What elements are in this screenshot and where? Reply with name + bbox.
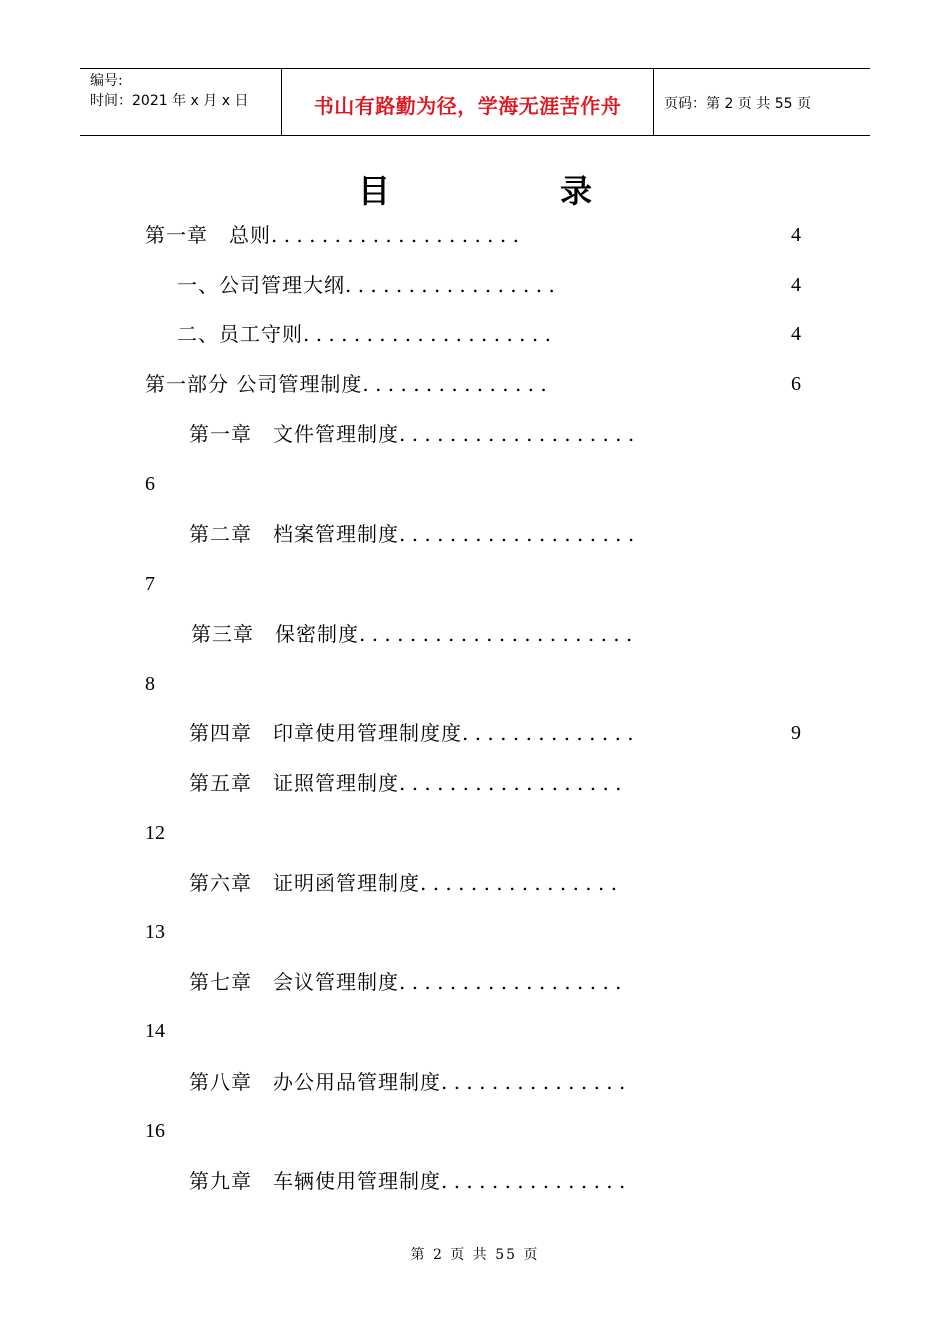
toc-entry-dots: . . . . . . . . . . . . . . . . . . . <box>399 422 635 446</box>
toc-entry-label: 第二章 档案管理制度 <box>189 522 399 546</box>
toc-entry-dots: . . . . . . . . . . . . . . . . . . <box>399 771 622 795</box>
toc-entry[interactable] <box>177 320 801 348</box>
toc-entry[interactable] <box>189 869 617 897</box>
toc-entry[interactable] <box>189 719 801 747</box>
toc-entry-label: 一、公司管理大纲 <box>177 273 345 297</box>
toc-entry-dots: . . . . . . . . . . . . . . . . . <box>345 273 555 297</box>
toc-entry-page: 6 <box>145 473 155 495</box>
toc-entry-label: 二、员工守则 <box>177 322 303 346</box>
toc-entry-page: 7 <box>145 573 155 595</box>
toc-entry[interactable] <box>189 968 622 996</box>
time-label: 时间：2021 年 x 月 x 日 <box>90 93 249 109</box>
toc-entry[interactable] <box>189 1068 625 1096</box>
toc-entry-label: 第八章 办公用品管理制度 <box>189 1070 441 1094</box>
toc-entry-page: 13 <box>145 921 165 943</box>
page-title: 目录 <box>357 172 762 210</box>
toc-entry-page: 4 <box>791 323 801 345</box>
toc-entry-label: 第一部分 公司管理制度 <box>145 372 363 396</box>
number-label: 编号: <box>90 73 123 89</box>
toc-entry-dots: . . . . . . . . . . . . . . . . . . . . <box>303 322 551 346</box>
toc-entry-dots: . . . . . . . . . . . . . . . <box>441 1169 626 1193</box>
page-header <box>80 68 870 136</box>
toc-entry-label: 第一章 总则 <box>145 223 271 247</box>
toc-entry[interactable] <box>189 420 634 448</box>
toc-entry-page: 12 <box>145 822 165 844</box>
header-motto: 书山有路勤为径，学海无涯苦作舟 <box>282 69 654 135</box>
toc-entry-page: 16 <box>145 1120 165 1142</box>
page-footer: 第 2 页 共 55 页 <box>410 1247 540 1263</box>
toc-entry-label: 第三章 保密制度 <box>191 622 359 646</box>
toc-entry[interactable] <box>189 769 622 797</box>
toc-entry-label: 第四章 印章使用管理制度度 <box>189 721 462 745</box>
toc-entry-page: 4 <box>791 274 801 296</box>
toc-entry[interactable] <box>177 271 801 299</box>
toc-entry-dots: . . . . . . . . . . . . . . . . . . . . <box>271 223 519 247</box>
toc-entry[interactable] <box>189 520 634 548</box>
toc-entry-dots: . . . . . . . . . . . . . . . . . . <box>399 970 622 994</box>
toc-entry[interactable] <box>145 221 801 249</box>
toc-entry-label: 第七章 会议管理制度 <box>189 970 399 994</box>
toc-entry-label: 第六章 证明函管理制度 <box>189 871 420 895</box>
toc-entry[interactable] <box>189 1167 625 1195</box>
header-meta <box>80 69 282 135</box>
toc-entry-page: 14 <box>145 1020 165 1042</box>
toc-entry-page: 4 <box>791 224 801 246</box>
toc-entry-label: 第一章 文件管理制度 <box>189 422 399 446</box>
toc-entry-dots: . . . . . . . . . . . . . . . . . . . . . . <box>359 622 633 646</box>
header-page-info: 页码：第 2 页 共 55 页 <box>664 96 811 112</box>
toc-entry-dots: . . . . . . . . . . . . . . . . . . . <box>399 522 635 546</box>
toc-entry-dots: . . . . . . . . . . . . . . . <box>362 372 547 396</box>
toc-entry-page: 9 <box>791 722 801 744</box>
toc-entry-dots: . . . . . . . . . . . . . . . . <box>420 871 618 895</box>
toc-entry-dots: . . . . . . . . . . . . . . . <box>441 1070 626 1094</box>
toc-entry-page: 6 <box>791 373 801 395</box>
toc-entry[interactable] <box>145 370 801 398</box>
toc-entry-dots: . . . . . . . . . . . . . . <box>462 721 634 745</box>
toc-entry-label: 第九章 车辆使用管理制度 <box>189 1169 441 1193</box>
toc-entry-label: 第五章 证照管理制度 <box>189 771 399 795</box>
toc-entry[interactable] <box>191 620 632 648</box>
toc-entry-page: 8 <box>145 673 155 695</box>
